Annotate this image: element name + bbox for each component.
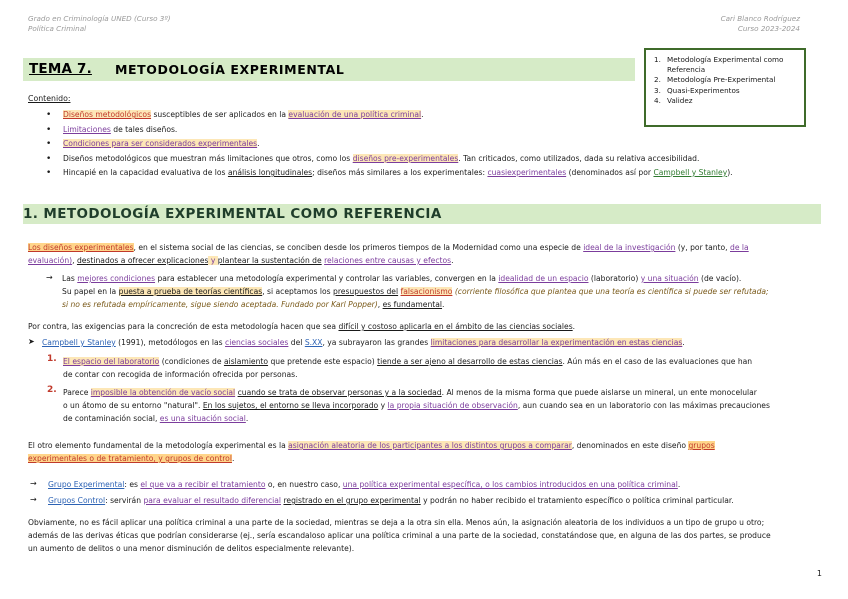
header-author: Cari Blanco Rodríguez [720, 14, 800, 23]
paragraph-line: o un átomo de su entorno "natural". En los sujetos, el entorno se lleva incorporado y la propia situación de observación, aun cuando sea en un laboratorio con las máximas precauciones [63, 401, 770, 410]
header-author-info [721, 14, 800, 34]
toc-item: 3. Quasi-Experimentos [654, 85, 740, 95]
header-subject: Política Criminal [28, 24, 87, 33]
header-course-info [28, 14, 171, 34]
paragraph-line: El espacio del laboratorio (condiciones de aislamiento que pretende este espacio) tiende a ser ajeno al desarrollo de estas ciencias. Aún más en el caso de las evaluaciones que han [63, 357, 753, 366]
header-year: Curso 2023-2024 [737, 24, 800, 33]
list-item: • Diseños metodológicos susceptibles de ser aplicados en la evaluación de una política criminal. [46, 108, 816, 123]
arrow-icon: ➤ [28, 337, 35, 346]
arrow-icon: → [30, 479, 37, 488]
toc-item: 2. Metodología Pre-Experimental [654, 75, 776, 85]
chapter-title: METODOLOGÍA EXPERIMENTAL [115, 62, 345, 77]
paragraph-line: experimentales o de tratamiento, y grupos de control. [28, 454, 235, 463]
chapter-title-bar [23, 58, 635, 81]
section-heading-bar [23, 204, 821, 224]
paragraph-line: Su papel en la puesta a prueba de teorías científicas, si aceptamos los presupuestos del falsacionismo (corriente filosófica que plantea que una teoría es científica si puede ser refutada; [62, 287, 769, 296]
header-course: Grado en Criminología UNED (Curso 3º) [28, 14, 171, 23]
paragraph-line: Campbell y Stanley (1991), metodólogos en las ciencias sociales del S.XX, ya subrayaron las grandes limitaciones para desarrollar la experimentación en estas ciencias. [42, 338, 685, 347]
toc-item: 1. Metodología Experimental como [654, 55, 784, 64]
paragraph: El otro elemento fundamental de la metodología experimental es la asignación aleatoria de los participantes a los distintos grupos a comparar, denominados en este diseño grupos [28, 441, 715, 450]
arrow-icon: → [46, 273, 53, 282]
paragraph-line: de contaminación social, es una situación social. [63, 414, 249, 423]
paragraph-line: Grupos Control: servirán para evaluar el resultado diferencial registrado en el grupo experimental y podrán no haber recibido el tratamiento específico o política criminal particular. [48, 496, 734, 505]
toc-item: 4. Validez [654, 95, 693, 105]
list-item: • Condiciones para ser considerados experimentales. [46, 137, 816, 152]
list-item: • Limitaciones de tales diseños. [46, 123, 816, 138]
paragraph-line: Parece imposible la obtención de vacío social cuando se trata de observar personas y a la sociedad. Al menos de la misma forma que puede aislarse un mineral, un ente monocelular [63, 388, 757, 397]
paragraph-line: de contar con recogida de información ofrecida por personas. [63, 370, 298, 379]
paragraph-line: si no es refutada empíricamente, sigue siendo aceptada. Fundado por Karl Popper), es fundamental. [62, 300, 445, 309]
paragraph: Por contra, las exigencias para la concreción de esta metodología hacen que sea difícil y costoso aplicarla en el ámbito de las ciencias sociales. [28, 322, 576, 331]
section-heading: 1. METODOLOGÍA EXPERIMENTAL COMO REFERENCIA [23, 206, 442, 222]
list-item: • Hincapié en la capacidad evaluativa de los análisis longitudinales; diseños más similares a los experimentales: cuasiexperimentales (denominados así por Campbell y Stanley). [46, 166, 816, 181]
paragraph-line: evaluación), destinados a ofrecer explicaciones y plantear la sustentación de relaciones entre causas y efectos. [28, 256, 454, 265]
list-number: 1. [47, 354, 57, 364]
contents-list [46, 108, 816, 181]
chapter-number: TEMA 7. [29, 61, 92, 77]
paragraph-line: Grupo Experimental: es el que va a recibir el tratamiento o, en nuestro caso, una política experimental específica, o los cambios introducidos en una política criminal. [48, 480, 681, 489]
list-item: • Diseños metodológicos que muestran más limitaciones que otros, como los diseños pre-experimentales. Tan criticados, como utilizados, dada su relativa accesibilidad. [46, 152, 816, 167]
paragraph: Obviamente, no es fácil aplicar una política criminal a una parte de la sociedad, mientras se deja a la otra sin ella. Menos aún, la asignación aleatoria de los individuos a un tipo de grupo u otro; además de las derivas éticas que podrían considerarse (ej., sería escandaloso aplicar una política criminal a una parte de la sociedad, constatándose que, en alguna de las dos partes, se produce un aumento de delitos o una menor disminución de delitos especialmente relevante). [28, 518, 771, 553]
paragraph: Los diseños experimentales, en el sistema social de las ciencias, se conciben desde los primeros tiempos de la Modernidad como una especie de ideal de la investigación (y, por tanto, de la [28, 243, 749, 252]
paragraph-line: Las mejores condiciones para establecer una metodología experimental y controlar las variables, convergen en la idealidad de un espacio (laboratorio) y una situación (de vacío). [62, 274, 742, 283]
page-number: 1 [816, 569, 822, 578]
list-number: 2. [47, 385, 57, 395]
contents-label: Contenido: [28, 94, 71, 103]
toc-item: Referencia [667, 65, 706, 75]
arrow-icon: → [30, 495, 37, 504]
